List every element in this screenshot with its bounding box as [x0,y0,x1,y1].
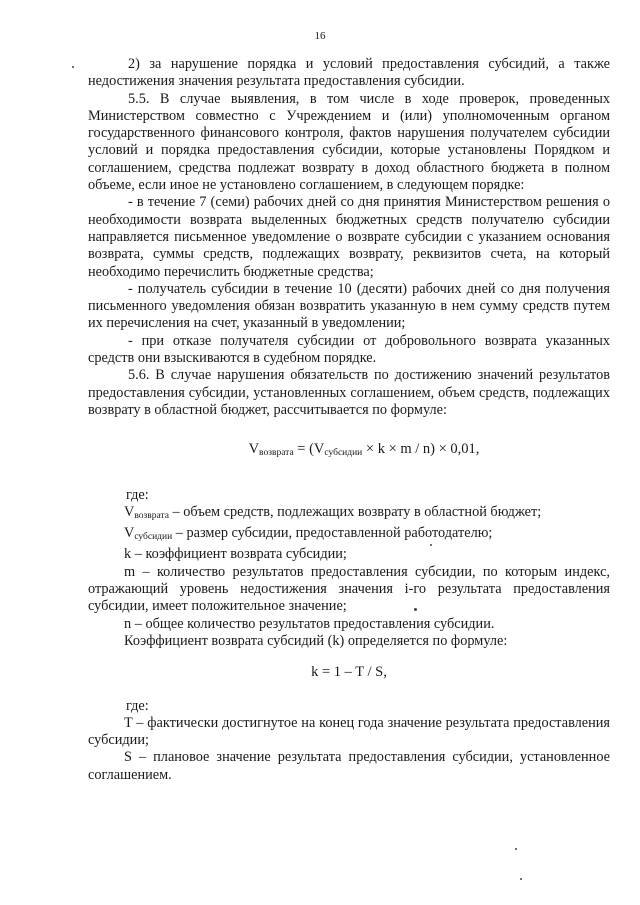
paragraph-return-term: - получатель субсидии в течение 10 (десяти) рабочих дней со дня получения письменного уведомления обязан возвратить указанную в нем сумму средств путем их перечисления на счет, указанный в уведомлении; [88,280,610,332]
document-body [88,56,610,784]
where-label: где: [126,486,149,503]
scan-speck [72,66,74,68]
definition-m: m – количество результатов предоставления субсидии, по которым индекс, отражающий уровень недостижения значения i-го результата предоставления субсидии, имеет положительное значение; [88,563,610,615]
scan-speck [520,878,522,880]
paragraph-notice-term: - в течение 7 (семи) рабочих дней со дня принятия Министерством решения о необходимости возврата выделенных бюджетных средств получателю субсидии направляется письменное уведомление о возврате субсидии с указанием основания возврата, суммы средств, подлежащих возврату, реквизитов счета, на который необходимо перечислить бюджетные средства; [88,194,610,280]
paragraph-court-recovery: - при отказе получателя субсидии от добровольного возврата указанных средств они взыскиваются в судебном порядке. [88,332,610,367]
definition-k: k – коэффициент возврата субсидии; [124,546,347,563]
scan-speck [414,608,417,611]
paragraph-5-6: 5.6. В случае нарушения обязательств по достижению значений результатов предоставления субсидии, установленных соглашением, объем средств, подлежащих возврату в областной бюджет, рассчитывается по формуле: [88,367,610,418]
definition-v-subsidy: $V_{субсидии}$ – размер субсидии, предоставленной работодателю; [124,525,493,543]
coefficient-line: Коэффициент возврата субсидий (k) определяется по формуле: [124,632,508,649]
definition-v-return: $V_{возврата}$ – объем средств, подлежащих возврату в областной бюджет; [124,503,542,521]
paragraph-5-5: 5.5. В случае выявления, в том числе в ходе проверок, проведенных Министерством совместно с Учреждением и (или) уполномоченным органом государственного финансового контроля, фактов нарушения получателем субсидии условий и порядка предоставления субсидии, которые установлены Порядком и соглашением, средства подлежат возврату в доход областного бюджета в полном объеме, если иное не установлено соглашением, в следующем порядке: [88,90,610,194]
definition-n: n – общее количество результатов предоставления субсидии. [124,615,495,632]
page-number: 16 [314,30,326,42]
paragraph-violation-item: 2) за нарушение порядка и условий предоставления субсидий, а также недостижения значения результата предоставления субсидии. [88,56,610,90]
where-label-2: где: [126,697,149,714]
formula-return-amount: $V_{возврата} = (V_{субсидии} \times k \times m / n) \times 0,01$, [248,441,480,459]
definition-s: S – плановое значение результата предоставления субсидии, установленное соглашением. [88,749,610,783]
formula-coefficient: k = 1 – T / S, [311,664,387,681]
scan-speck [430,544,432,546]
definition-t: T – фактически достигнутое на конец года значение результата предоставления субсидии; [88,714,610,749]
scan-speck [515,848,517,850]
